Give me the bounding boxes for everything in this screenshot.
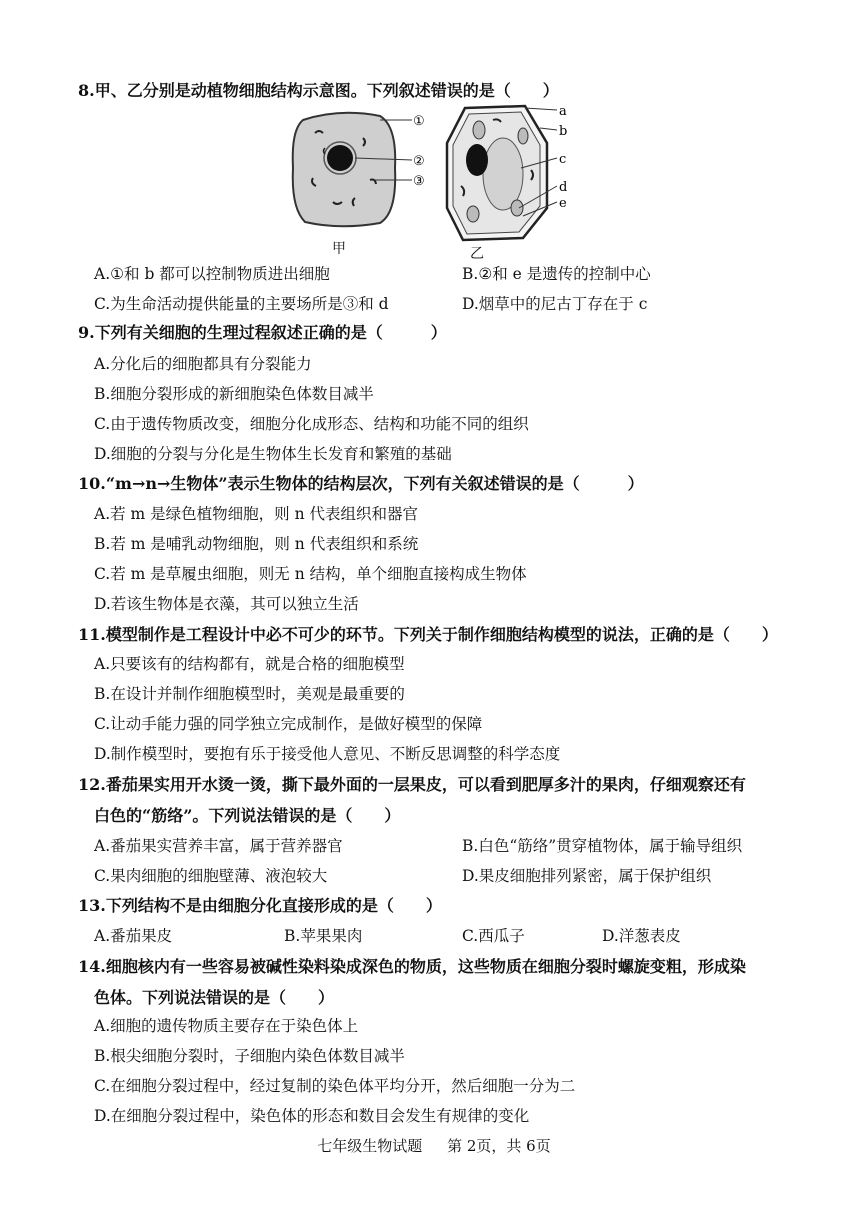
q10-option-c: C.若 m 是草履虫细胞，则无 n 结构，单个细胞直接构成生物体 — [94, 565, 527, 583]
q8-option-b: B.②和 e 是遗传的控制中心 — [462, 265, 651, 283]
plant-cell-figure — [447, 104, 567, 240]
page-footer — [0, 1135, 868, 1156]
q8-option-c: C.为生命活动提供能量的主要场所是③和 d — [94, 295, 389, 313]
q8-option-d: D.烟草中的尼古丁存在于 c — [462, 295, 648, 313]
q14-option-a: A.细胞的遗传物质主要存在于染色体上 — [94, 1017, 359, 1035]
q13-option-b: B.苹果果肉 — [284, 927, 363, 945]
label-d: d — [559, 180, 568, 195]
label-a: a — [559, 104, 567, 119]
label-b: b — [559, 124, 568, 139]
label-e: e — [559, 196, 567, 211]
question-12-stem: 12.番茄果实用开水烫一烫，撕下最外面的一层果皮，可以看到肥厚多汁的果肉，仔细观察还有 — [78, 775, 746, 794]
q10-option-d: D.若该生物体是衣藻，其可以独立生活 — [94, 595, 359, 613]
q14-option-d: D.在细胞分裂过程中，染色体的形态和数目会发生有规律的变化 — [94, 1107, 530, 1125]
footer-title: 七年级生物试题 — [317, 1137, 423, 1155]
q9-option-c: C.由于遗传物质改变，细胞分化成形态、结构和功能不同的组织 — [94, 415, 529, 433]
q8-option-a: A.①和 b 都可以控制物质进出细胞 — [94, 265, 330, 283]
label-c: c — [559, 152, 567, 167]
question-8-stem: 8.甲、乙分别是动植物细胞结构示意图。下列叙述错误的是（ ） — [78, 81, 559, 100]
question-10-stem: 10.“m→n→生物体”表示生物体的结构层次，下列有关叙述错误的是（ ） — [78, 474, 644, 493]
question-14-stem: 14.细胞核内有一些容易被碱性染料染成深色的物质，这些物质在细胞分裂时螺旋变粗，形成染 — [78, 957, 746, 976]
caption-animal: 甲 — [332, 241, 346, 257]
q12-option-b: B.白色“筋络”贯穿植物体，属于输导组织 — [462, 837, 743, 855]
q10-option-b: B.若 m 是哺乳动物细胞，则 n 代表组织和系统 — [94, 535, 419, 553]
q9-option-d: D.细胞的分裂与分化是生物体生长发育和繁殖的基础 — [94, 445, 452, 463]
question-13-stem: 13.下列结构不是由细胞分化直接形成的是（ ） — [78, 896, 442, 915]
question-14-stem-cont: 色体。下列说法错误的是（ ） — [94, 988, 335, 1007]
q13-option-a: A.番茄果皮 — [94, 927, 173, 945]
caption-plant: 乙 — [470, 246, 484, 262]
label-3: ③ — [413, 174, 425, 189]
question-11-stem: 11.模型制作是工程设计中必不可少的环节。下列关于制作细胞结构模型的说法，正确的是（ ） — [78, 625, 778, 644]
q9-option-b: B.细胞分裂形成的新细胞染色体数目减半 — [94, 385, 374, 403]
q13-option-c: C.西瓜子 — [462, 927, 525, 945]
q12-option-d: D.果皮细胞排列紧密，属于保护组织 — [462, 867, 712, 885]
q14-option-c: C.在细胞分裂过程中，经过复制的染色体平均分开，然后细胞一分为二 — [94, 1077, 576, 1095]
q11-option-d: D.制作模型时，要抱有乐于接受他人意见、不断反思调整的科学态度 — [94, 745, 561, 763]
cell-diagram — [285, 98, 585, 263]
q12-option-a: A.番茄果实营养丰富，属于营养器官 — [94, 837, 343, 855]
q14-option-b: B.根尖细胞分裂时，子细胞内染色体数目减半 — [94, 1047, 405, 1065]
q9-option-a: A.分化后的细胞都具有分裂能力 — [94, 355, 312, 373]
q11-option-c: C.让动手能力强的同学独立完成制作，是做好模型的保障 — [94, 715, 483, 733]
q13-option-d: D.洋葱表皮 — [602, 927, 681, 945]
q10-option-a: A.若 m 是绿色植物细胞，则 n 代表组织和器官 — [94, 505, 419, 523]
question-9-stem: 9.下列有关细胞的生理过程叙述正确的是（ ） — [78, 323, 447, 342]
footer-page-number: 第 2页，共 6页 — [447, 1137, 551, 1155]
cell-structure-figure — [285, 98, 585, 263]
label-2: ② — [413, 154, 425, 169]
question-12-stem-cont: 白色的“筋络”。下列说法错误的是（ ） — [94, 806, 401, 825]
q12-option-c: C.果肉细胞的细胞壁薄、液泡较大 — [94, 867, 328, 885]
label-1: ① — [413, 114, 425, 129]
animal-cell-figure — [293, 113, 425, 226]
q11-option-a: A.只要该有的结构都有，就是合格的细胞模型 — [94, 655, 405, 673]
q11-option-b: B.在设计并制作细胞模型时，美观是最重要的 — [94, 685, 405, 703]
